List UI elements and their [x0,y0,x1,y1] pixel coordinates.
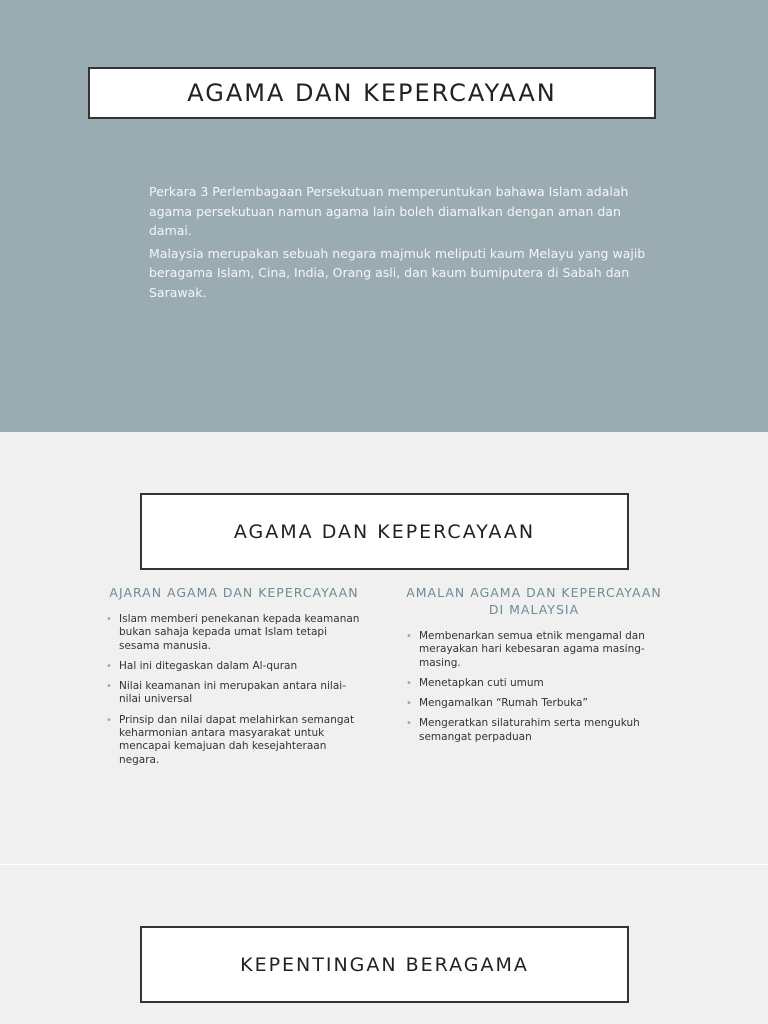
slide-1-paragraph: Malaysia merupakan sebuah negara majmuk meliputi kaum Melayu yang wajib beragama Islam, Cina, India, Orang asli, dan kaum bumiputera di Sabah dan Sarawak. [149,245,646,300]
left-column-heading: AJARAN AGAMA DAN KEPERCAYAAN [109,585,359,600]
list-item [404,717,664,744]
list-item [404,677,664,690]
slide-1-paragraph: Perkara 3 Perlembagaan Persekutuan memperuntukan bahawa Islam adalah agama persekutuan namun agama lain boleh diamalkan dengan aman dan damai. [149,184,629,238]
bullet-icon: • [406,631,412,642]
right-column [404,584,664,751]
bullet-icon: • [106,681,112,693]
list-item-text: Membenarkan semua etnik mengamal dan merayakan hari kebesaran agama masing-masing. [419,630,645,669]
slide-3-title-box [140,926,629,1003]
bullet-icon: • [106,660,112,672]
list-item-text: Islam memberi penekanan kepada keamanan bukan sahaja kepada umat Islam tetapi sesama manusia. [119,613,360,652]
right-bullet-list [404,630,664,744]
list-item [404,697,664,710]
list-item-text: Prinsip dan nilai dapat melahirkan semangat keharmonian antara masyarakat untuk mencapai kemajuan dah kesejahteraan negara. [119,713,355,766]
slide-3-title: KEPENTINGAN BERAGAMA [240,953,529,976]
list-item-text: Menetapkan cuti umum [419,676,544,689]
list-item-text: Nilai keamanan ini merupakan antara nilai-nilai universal [119,680,346,706]
list-item [404,630,664,670]
list-item-text: Hal ini ditegaskan dalam Al-quran [119,659,298,672]
right-column-heading: AMALAN AGAMA DAN KEPERCAYAAN DI MALAYSIA [406,585,662,617]
slide-2-title: AGAMA DAN KEPERCAYAAN [233,520,536,543]
bullet-icon: • [406,718,412,730]
bullet-icon: • [406,677,412,689]
list-item [104,714,364,767]
bullet-icon: • [106,714,112,726]
slide-1-title-box [88,67,656,119]
list-item [104,613,364,653]
list-item-text: Mengamalkan “Rumah Terbuka” [419,697,588,710]
list-item [104,660,364,673]
slide-1-body [149,182,649,305]
bullet-icon: • [406,698,412,710]
list-item [104,680,364,707]
list-item-text: Mengeratkan silaturahim serta mengukuh semangat perpaduan [419,717,640,743]
slide-1-title: AGAMA DAN KEPERCAYAAN [187,79,557,107]
bullet-icon: • [106,614,112,625]
left-column [104,584,364,774]
left-bullet-list [104,613,364,767]
slide-2-title-box [140,493,629,570]
